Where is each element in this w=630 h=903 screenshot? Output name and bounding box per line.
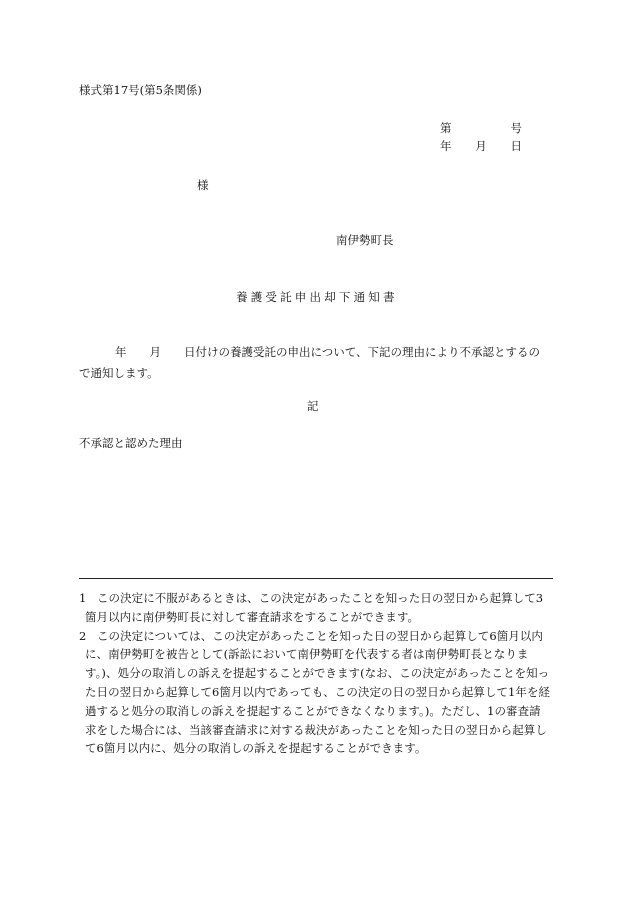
note-line: この決定については、この決定があったことを知った日の翌日から起算して6箇月以内 [97, 628, 543, 643]
note-line: す。)、処分の取消しの訴えを提起することができます(なお、この決定があったことを知っ [85, 666, 550, 681]
body-line-2: で通知します。 [79, 366, 159, 380]
note-number: 2 [79, 628, 87, 643]
divider-line [79, 578, 553, 579]
reason-label: 不承認と認めた理由 [79, 436, 183, 450]
note-line: 箇月以内に南伊勢町長に対して審査請求をすることができます。 [85, 609, 420, 624]
note-line: この決定に不服があるときは、この決定があったことを知った日の翌日から起算して3 [97, 591, 544, 605]
note-item-1 [79, 589, 553, 627]
note-number: 1 [79, 591, 87, 605]
document-title: 養護受託申出却下通知書 [236, 290, 398, 304]
date-month: 月 [475, 139, 487, 153]
ki-heading: 記 [307, 399, 319, 413]
note-line: 過すると処分の取消しの訴えを提起することができなくなります。)。ただし、1の審査請 [85, 703, 541, 718]
issuer: 南伊勢町長 [336, 233, 394, 247]
document-date [440, 138, 522, 154]
number-prefix: 第 [440, 121, 452, 135]
addressee: 様 [197, 178, 209, 192]
form-identifier: 様式第17号(第5条関係) [79, 83, 202, 97]
note-item-2 [79, 627, 553, 759]
date-day: 日 [510, 139, 522, 153]
notes-section [79, 589, 553, 758]
document-number [440, 120, 522, 136]
date-year: 年 [440, 139, 452, 153]
note-line: た日の翌日から起算して6箇月以内であっても、この決定の日の翌日から起算して1年を経 [85, 684, 551, 699]
note-line: 求をした場合には、当該審査請求に対する裁決があったことを知った日の翌日から起算し [85, 722, 547, 737]
body-text [79, 342, 552, 384]
body-line-1: 年 月 日付けの養護受託の申出について、下記の理由により不承認とするの [115, 345, 541, 359]
note-line: に、南伊勢町を被告として(訴訟において南伊勢町を代表する者は南伊勢町長となりま [85, 647, 529, 662]
note-line: て6箇月以内に、処分の取消しの訴えを提起することができます。 [85, 741, 427, 756]
number-suffix: 号 [510, 121, 522, 135]
